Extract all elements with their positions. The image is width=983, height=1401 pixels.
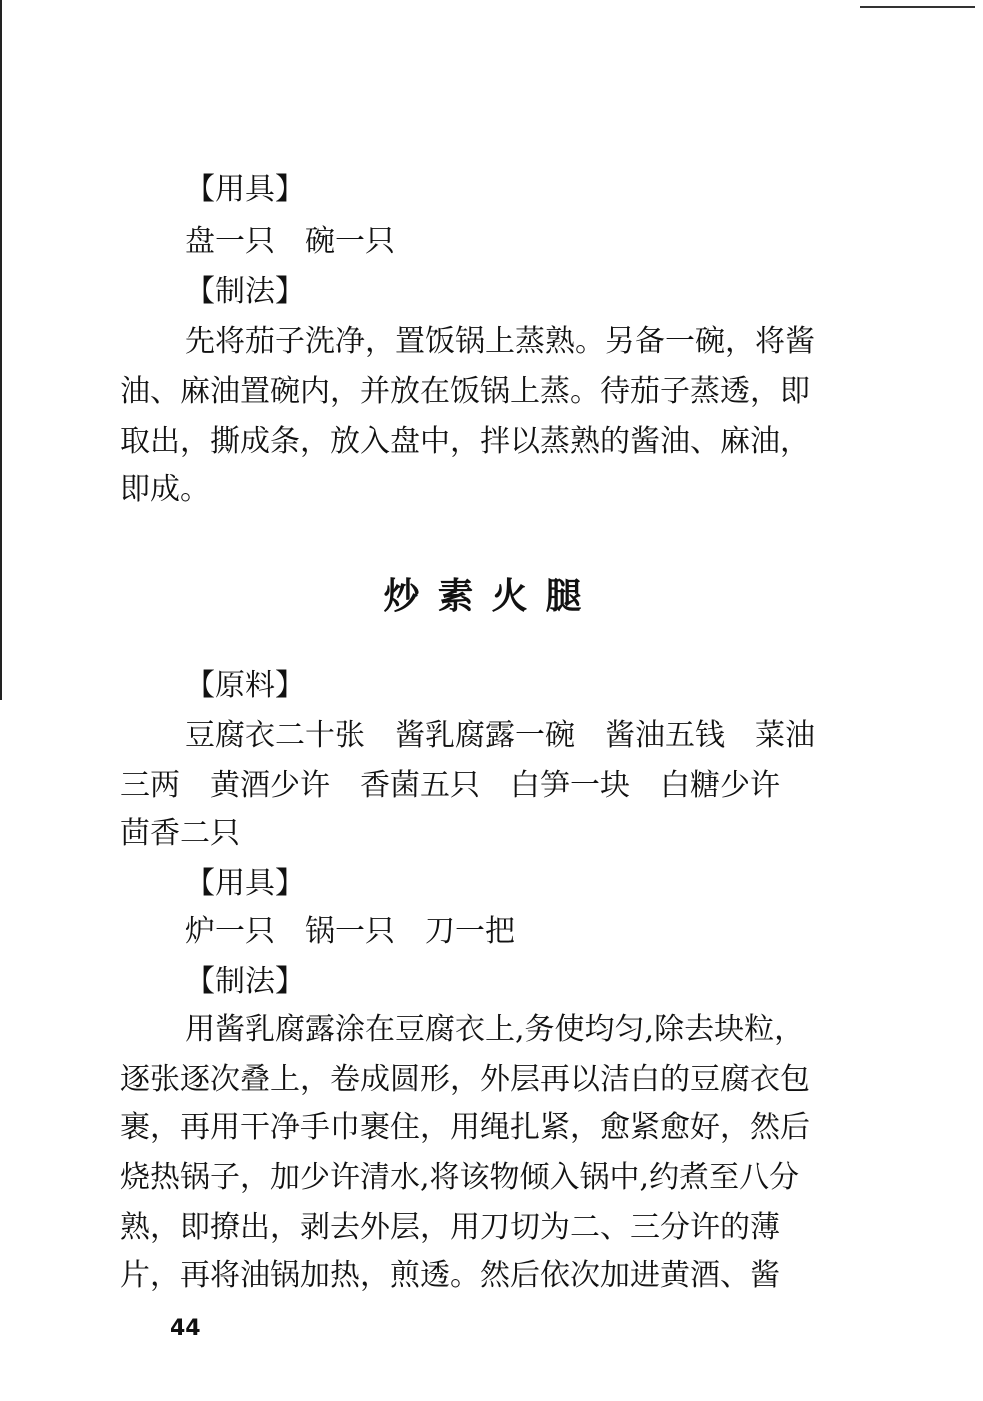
top-rule <box>860 6 975 8</box>
method-line: 油、麻油置碗内，并放在饭锅上蒸。待茄子蒸透，即 <box>120 374 810 409</box>
tools-text: 炉一只 锅一只 刀一把 <box>185 914 515 949</box>
method-line: 即成。 <box>120 472 210 507</box>
method-line: 熟，即撩出，剥去外层，用刀切为二、三分许的薄 <box>120 1210 780 1245</box>
page-number: 44 <box>170 1316 201 1341</box>
tools-heading: 【用具】 <box>185 172 305 207</box>
method-line: 逐张逐次叠上，卷成圆形，外层再以洁白的豆腐衣包 <box>120 1062 810 1097</box>
ingredients-heading: 【原料】 <box>185 668 305 703</box>
ingredients-line: 茴香二只 <box>120 816 240 851</box>
ingredients-line: 三两 黄酒少许 香菌五只 白笋一块 白糖少许 <box>120 768 780 803</box>
ingredients-line: 豆腐衣二十张 酱乳腐露一碗 酱油五钱 菜油 <box>185 718 815 753</box>
tools-heading: 【用具】 <box>185 866 305 901</box>
method-heading: 【制法】 <box>185 964 305 999</box>
recipe-title: 炒素火腿 <box>383 576 600 617</box>
tools-text: 盘一只 碗一只 <box>185 224 395 259</box>
method-line: 用酱乳腐露涂在豆腐衣上,务使均匀,除去块粒， <box>185 1012 805 1047</box>
method-line: 先将茄子洗净，置饭锅上蒸熟。另备一碗，将酱 <box>185 324 815 359</box>
method-line: 烧热锅子，加少许清水,将该物倾入锅中,约煮至八分 <box>120 1160 800 1195</box>
method-line: 取出，撕成条，放入盘中，拌以蒸熟的酱油、麻油， <box>120 424 810 459</box>
method-line: 片，再将油锅加热，煎透。然后依次加进黄酒、酱 <box>120 1258 780 1293</box>
method-heading: 【制法】 <box>185 274 305 309</box>
method-line: 裹，再用干净手巾裹住，用绳扎紧，愈紧愈好，然后 <box>120 1110 810 1145</box>
